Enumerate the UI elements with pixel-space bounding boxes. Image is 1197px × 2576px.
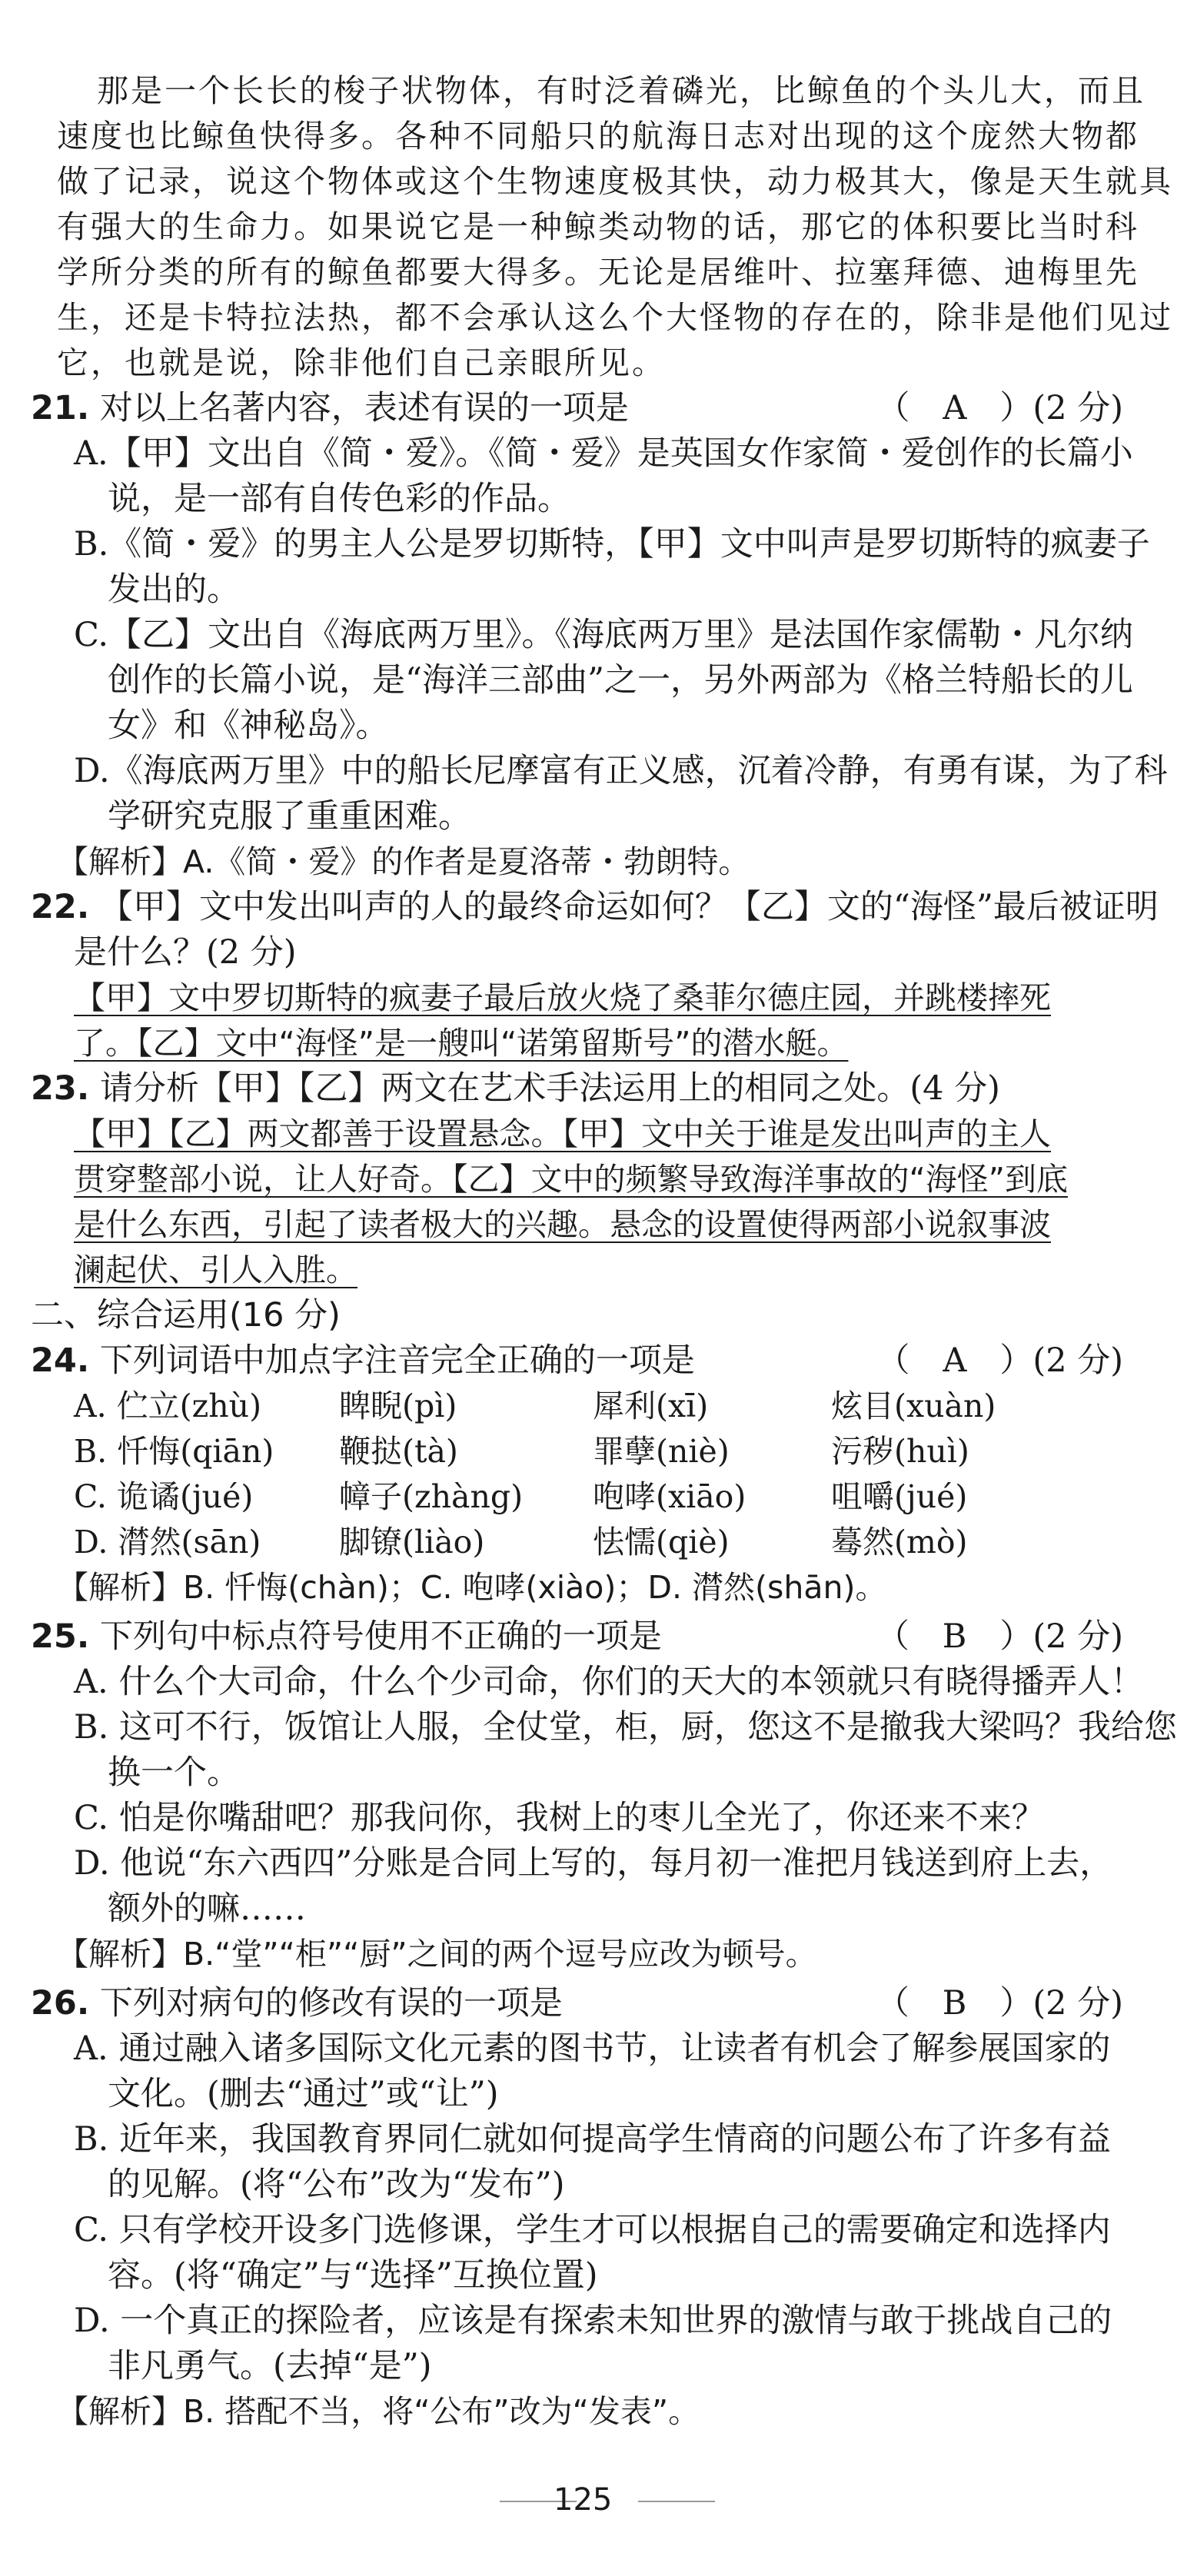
passage-line: 那是一个长长的梭子状物体，有时泛着磷光，比鲸鱼的个头儿大，而且	[97, 72, 1145, 109]
analysis-text: 【解析】A.《简・爱》的作者是夏洛蒂・勃朗特。	[57, 843, 750, 880]
page-number: 125	[554, 2482, 613, 2518]
analysis-text: 【解析】B.“堂”“柜”“厨”之间的两个逗号应改为顿号。	[57, 1936, 817, 1973]
option-item: 鞭挞(tà)	[339, 1433, 458, 1470]
option-line: D. 一个真正的探险者，应该是有探索未知世界的激情与敢于挑战自己的	[74, 2302, 1112, 2340]
section-heading: 二、综合运用(16 分)	[31, 1296, 341, 1335]
option-line: 的见解。(将“公布”改为“发布”)	[108, 2166, 565, 2204]
option-line: B. 这可不行，饭馆让人服，全仗堂，柜，厨，您这不是撤我大梁吗？我给您	[74, 1708, 1177, 1747]
question-stem: 是什么？(2 分)	[74, 933, 297, 972]
question-number: 22.	[31, 888, 90, 926]
option-line: 女》和《神秘岛》。	[108, 706, 389, 745]
option-item: 炫目(xuàn)	[831, 1388, 996, 1424]
option-line: 创作的长篇小说，是“海洋三部曲”之一，另外两部为《格兰特船长的儿	[108, 661, 1133, 700]
option-item: 罪孽(niè)	[593, 1433, 730, 1470]
option-line: D. 他说“东六西四”分账是合同上写的，每月初一准把月钱送到府上去，	[74, 1844, 1113, 1883]
handwritten-answer: 【甲】文中罗切斯特的疯妻子最后放火烧了桑菲尔德庄园，并跳楼摔死	[74, 979, 1051, 1016]
handwritten-answer: 是什么东西，引起了读者极大的兴趣。悬念的设置使得两部小说叙事波	[74, 1206, 1051, 1243]
handwritten-answer: 了。【乙】文中“海怪”是一艘叫“诺第留斯号”的潜水艇。	[74, 1025, 849, 1062]
option-row	[74, 1519, 1119, 1565]
footer-rule	[638, 2501, 715, 2502]
option-item: D. 潸然(sān)	[74, 1524, 261, 1561]
option-line: D.《海底两万里》中的船长尼摩富有正义感，沉着冷静，有勇有谋，为了科	[74, 752, 1168, 790]
question-answer: （ B ）(2 分)	[876, 1984, 1123, 2023]
option-row	[74, 1428, 1119, 1474]
option-line: B.《简・爱》的男主人公是罗切斯特，【甲】文中叫声是罗切斯特的疯妻子	[74, 525, 1150, 563]
passage-line: 速度也比鲸鱼快得多。各种不同船只的航海日志对出现的这个庞然大物都	[57, 118, 1139, 155]
question-number: 21.	[31, 389, 90, 427]
option-row	[74, 1474, 1119, 1520]
question-number: 23.	[31, 1069, 90, 1108]
passage-line: 做了记录，说这个物体或这个生物速度极其快，动力极其大，像是天生就具	[57, 163, 1173, 200]
question-number: 26.	[31, 1984, 90, 2023]
option-line: B. 近年来，我国教育界同仁就如何提高学生情商的问题公布了许多有益	[74, 2120, 1111, 2159]
option-item: 脚镣(liào)	[339, 1524, 485, 1561]
handwritten-answer: 澜起伏、引人入胜。	[74, 1251, 357, 1288]
handwritten-answer: 【甲】【乙】两文都善于设置悬念。【甲】文中关于谁是发出叫声的主人	[74, 1115, 1051, 1152]
option-line: 说，是一部有自传色彩的作品。	[108, 480, 570, 518]
option-item: 幛子(zhàng)	[339, 1478, 524, 1515]
question-stem: 请分析【甲】【乙】两文在艺术手法运用上的相同之处。(4 分)	[99, 1069, 1000, 1108]
passage-line: 有强大的生命力。如果说它是一种鲸类动物的话，那它的体积要比当时科	[57, 208, 1139, 245]
option-line: 学研究克服了重重困难。	[108, 797, 471, 836]
option-line: A. 通过融入诸多国际文化元素的图书节，让读者有机会了解参展国家的	[74, 2029, 1111, 2068]
option-item: 咀嚼(jué)	[831, 1478, 968, 1515]
option-item: 犀利(xī)	[593, 1388, 709, 1424]
option-line: C.【乙】文出自《海底两万里》。《海底两万里》是法国作家儒勒・凡尔纳	[74, 616, 1134, 654]
question-number: 25.	[31, 1617, 90, 1656]
question-answer: （ A ）(2 分)	[876, 389, 1123, 427]
option-item: 污秽(huì)	[831, 1433, 969, 1470]
question-number: 24.	[31, 1341, 90, 1380]
option-line: C. 只有学校开设多门选修课，学生才可以根据自己的需要确定和选择内	[74, 2211, 1111, 2249]
passage-line: 生，还是卡特拉法热，都不会承认这么个大怪物的存在的，除非是他们见过	[57, 299, 1173, 336]
option-item: 怯懦(qiè)	[593, 1524, 730, 1561]
passage-line: 它，也就是说，除非他们自己亲眼所见。	[57, 344, 666, 381]
option-line: 非凡勇气。(去掉“是”)	[108, 2347, 432, 2385]
option-line: 容。(将“确定”与“选择”互换位置)	[108, 2256, 598, 2295]
question-stem: 下列对病句的修改有误的一项是	[99, 1984, 563, 2023]
question-stem: 下列句中标点符号使用不正确的一项是	[99, 1617, 662, 1656]
option-item: A. 伫立(zhù)	[74, 1388, 262, 1424]
question-stem: 下列词语中加点字注音完全正确的一项是	[99, 1341, 695, 1380]
question-answer: （ A ）(2 分)	[876, 1341, 1123, 1380]
option-line: 换一个。	[108, 1753, 240, 1792]
option-item: 睥睨(pì)	[339, 1388, 457, 1424]
option-line: A. 什么个大司命，什么个少司命，你们的天大的本领就只有晓得播弄人！	[74, 1663, 1144, 1701]
option-line: 发出的。	[108, 570, 240, 609]
option-item: 蓦然(mò)	[831, 1524, 968, 1561]
question-stem: 【甲】文中发出叫声的人的最终命运如何？【乙】文的“海怪”最后被证明	[99, 888, 1159, 926]
option-line: A.【甲】文出自《简・爱》。《简・爱》是英国女作家简・爱创作的长篇小	[74, 434, 1133, 473]
question-answer: （ B ）(2 分)	[876, 1617, 1123, 1656]
passage-line: 学所分类的所有的鲸鱼都要大得多。无论是居维叶、拉塞拜德、迪梅里先	[57, 254, 1139, 291]
analysis-text: 【解析】B. 搭配不当，将“公布”改为“发表”。	[57, 2393, 700, 2430]
option-line: 额外的嘛……	[108, 1890, 306, 1928]
option-line: C. 怕是你嘴甜吧？那我问你，我树上的枣儿全光了，你还来不来？	[74, 1799, 1045, 1837]
option-line: 文化。(删去“通过”或“让”)	[108, 2075, 499, 2113]
question-stem: 对以上名著内容，表述有误的一项是	[99, 389, 629, 427]
handwritten-answer: 贯穿整部小说，让人好奇。【乙】文中的频繁导致海洋事故的“海怪”到底	[74, 1161, 1068, 1198]
option-item: B. 忏悔(qiān)	[74, 1433, 274, 1470]
option-item: 咆哮(xiāo)	[593, 1478, 746, 1515]
option-item: C. 诡谲(jué)	[74, 1478, 254, 1515]
option-row	[74, 1383, 1119, 1429]
analysis-text: 【解析】B. 忏悔(chàn)；C. 咆哮(xiào)；D. 潸然(shān)。	[57, 1569, 887, 1606]
